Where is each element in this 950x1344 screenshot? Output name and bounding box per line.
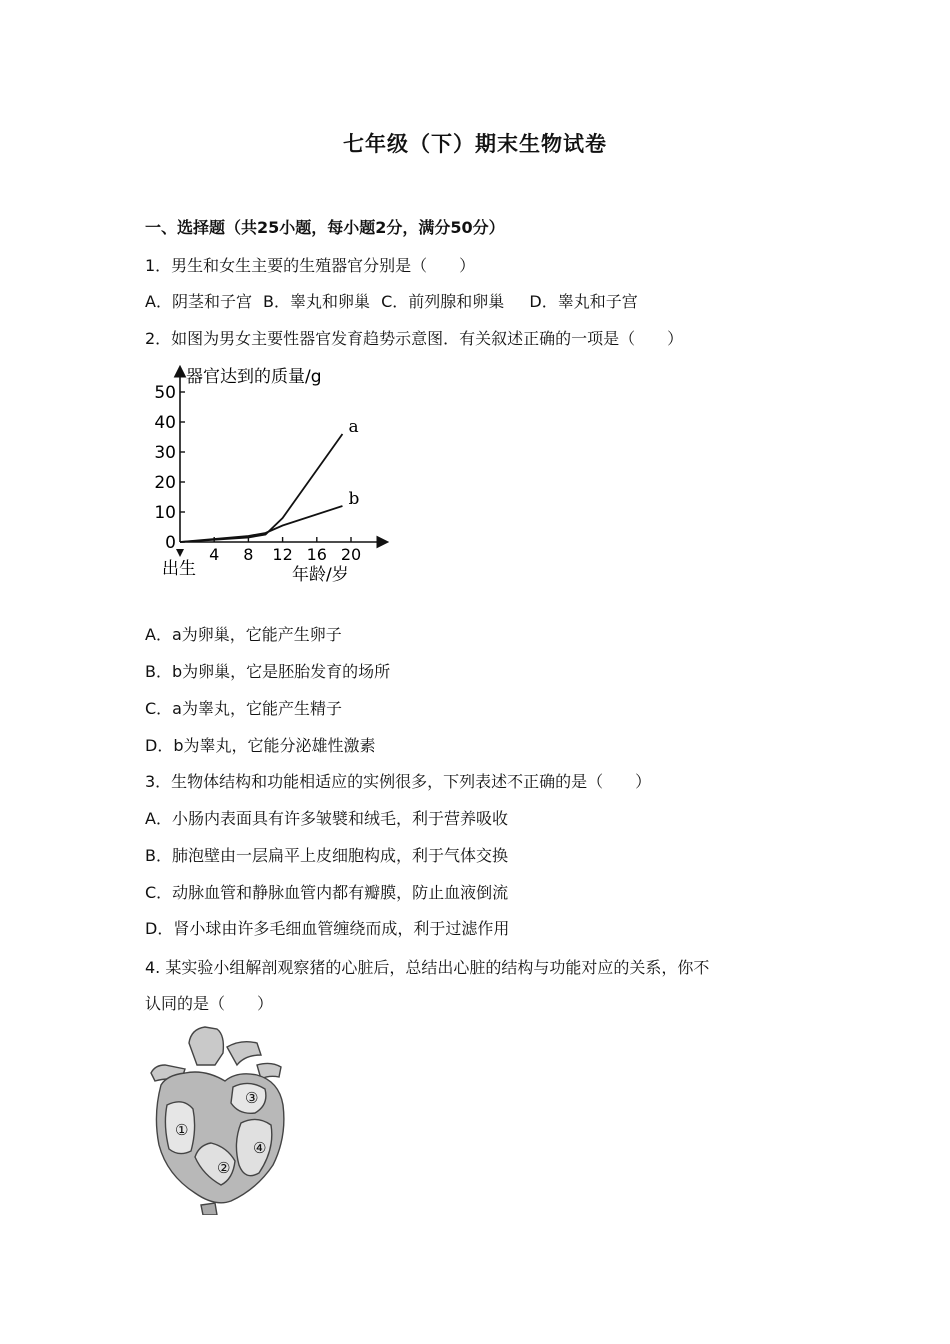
q1-option-d: D．睾丸和子宫	[529, 292, 638, 311]
q3-option-a: A．小肠内表面具有许多皱襞和绒毛，利于营养吸收	[145, 809, 508, 828]
heart-diagram	[145, 1025, 290, 1215]
y-tick-label: 20	[154, 473, 176, 493]
y-tick-label: 0	[165, 533, 176, 553]
q2-option-a: A．a为卵巢，它能产生卵子	[145, 625, 342, 644]
y-tick-label: 40	[154, 413, 176, 433]
heart-label-2: ②	[217, 1159, 231, 1177]
page-title: 七年级（下）期末生物试卷	[343, 132, 607, 156]
section-heading: 一、选择题（共25小题，每小题2分，满分50分）	[145, 218, 505, 237]
x-tick-label: 8	[243, 545, 254, 564]
q1-option-c: C．前列腺和卵巢	[381, 292, 505, 311]
x-tick-label: 4	[209, 545, 220, 564]
heart-svg	[145, 1025, 290, 1215]
series-line-a	[180, 434, 342, 542]
organ-growth-chart	[142, 360, 390, 588]
inferior-vena-cava-shape	[201, 1203, 217, 1215]
q3-option-b: B．肺泡壁由一层扁平上皮细胞构成，利于气体交换	[145, 846, 508, 865]
q3-option-d: D．肾小球由许多毛细血管缠绕而成，利于过滤作用	[145, 919, 510, 938]
origin-label: 出生	[162, 559, 196, 579]
q4-stem-line2: 认同的是（ ）	[145, 994, 274, 1013]
q2-option-d: D．b为睾丸，它能分泌雄性激素	[145, 736, 376, 755]
q1-stem: 1．男生和女生主要的生殖器官分别是（ ）	[145, 256, 476, 275]
x-axis-label: 年龄/岁	[292, 565, 349, 585]
q2-option-b: B．b为卵巢，它是胚胎发育的场所	[145, 662, 391, 681]
q2-stem: 2．如图为男女主要性器官发育趋势示意图．有关叙述正确的一项是（ ）	[145, 329, 684, 348]
q1-option-b: B．睾丸和卵巢	[263, 292, 371, 311]
y-tick-label: 50	[154, 383, 176, 403]
q4-stem-line1: 4. 某实验小组解剖观察猪的心脏后，总结出心脏的结构与功能对应的关系，你不	[145, 958, 710, 977]
heart-label-3: ③	[245, 1089, 259, 1107]
q2-option-c: C．a为睾丸，它能产生精子	[145, 699, 342, 718]
chart-svg	[142, 360, 390, 588]
aorta-shape	[189, 1027, 223, 1065]
series-label-a: a	[348, 417, 359, 437]
q3-stem: 3．生物体结构和功能相适应的实例很多，下列表述不正确的是（ ）	[145, 772, 652, 791]
heart-label-1: ①	[175, 1121, 189, 1139]
y-tick-label: 10	[154, 503, 176, 523]
y-axis-label: 器官达到的质量/g	[186, 367, 322, 387]
origin-arrow	[176, 549, 184, 557]
series-label-b: b	[348, 489, 360, 509]
series-line-b	[180, 506, 342, 542]
x-tick-label: 12	[272, 545, 293, 564]
pulmonary-artery-shape	[227, 1042, 261, 1065]
y-tick-label: 30	[154, 443, 176, 463]
q1-options	[145, 292, 638, 312]
heart-label-4: ④	[253, 1139, 267, 1157]
x-tick-label: 16	[306, 545, 327, 564]
q3-option-c: C．动脉血管和静脉血管内都有瓣膜，防止血液倒流	[145, 883, 509, 902]
x-tick-label: 20	[340, 545, 362, 564]
q1-option-a: A．阴茎和子宫	[145, 292, 252, 311]
